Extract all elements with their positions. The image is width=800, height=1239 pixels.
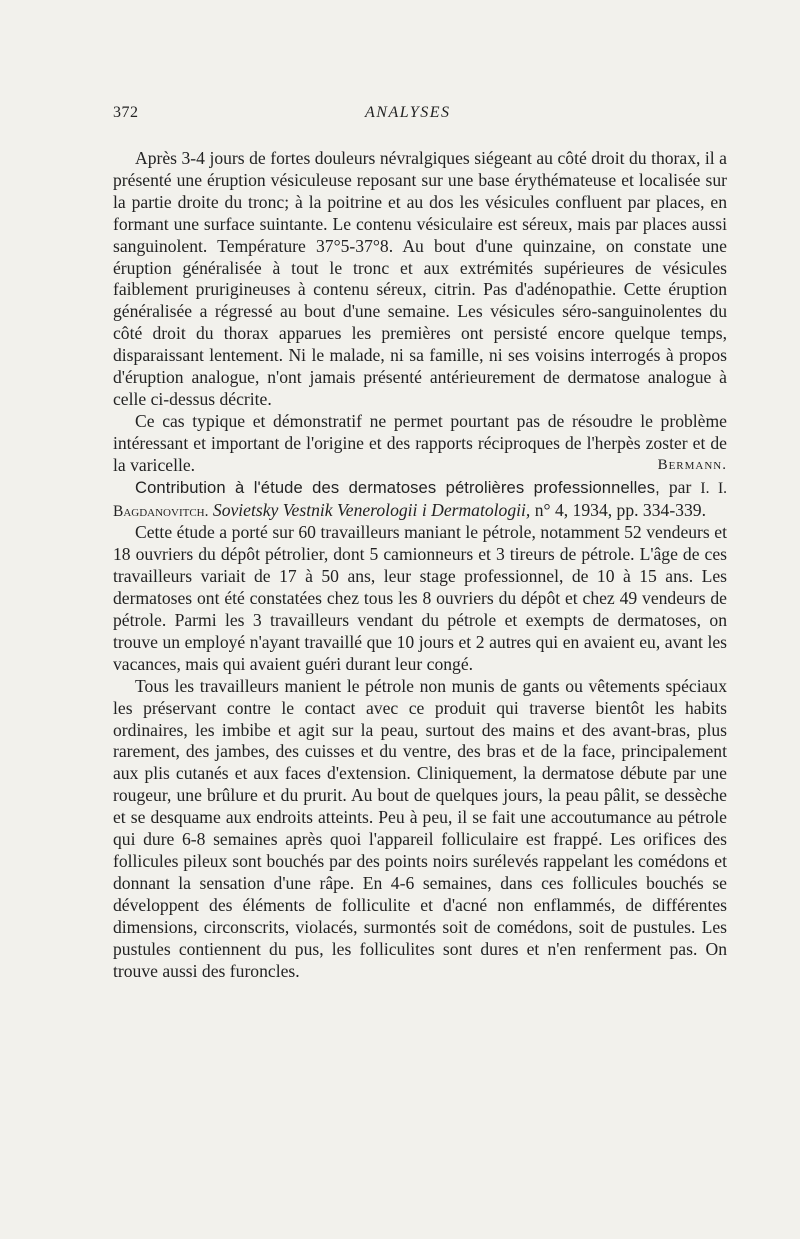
review-1-paragraph-2-text: Ce cas typique et démonstratif ne permet pourtant pas de résoudre le problème intéressant et important de l'origine et des rapports réciproques de l'herpès zoster et de la varicelle. — [113, 410, 727, 475]
article-by: par — [668, 476, 692, 497]
running-title: ANALYSES — [365, 104, 451, 121]
article-journal: Sovietsky Vestnik Venerologii i Dermatologii, — [212, 499, 531, 520]
review-1-paragraph-1: Après 3-4 jours de fortes douleurs névralgiques siégeant au côté droit du thorax, il a présenté une éruption vésiculeuse reposant sur une base érythémateuse et localisée sur la partie droite du tronc; à la poitrine et au dos les vésicules confluent par places, en formant une surface suintante. Le contenu vésiculaire est séreux, mais par places aussi sanguinolent. Température 37°5-37°8. Au bout d'une quinzaine, on constate une éruption généralisée à tout le tronc et aux extrémités supérieures de vésicules faiblement prurigineuses à contenu séreux, citrin. Pas d'adénopathie. Cette éruption généralisée a régressé au bout d'une semaine. Les vésicules séro-sanguinolentes du côté droit du thorax apparues les premières ont persisté encore quelque temps, disparaissant lentement. Ni le malade, ni sa famille, ni ses voisins interrogés à propos d'éruption analogue, n'ont jamais présenté antérieurement de dermatose analogue à celle ci-dessus décrite. — [113, 148, 727, 409]
article-title: Contribution à l'étude des dermatoses pétrolières professionnelles, — [135, 477, 660, 497]
page-body — [113, 148, 727, 982]
review-2-paragraph-1: Cette étude a porté sur 60 travailleurs maniant le pétrole, notamment 52 vendeurs et 18 ouvriers du dépôt pétrolier, dont 5 camionneurs et 3 tireurs de pétrole. L'âge de ces travailleurs variait de 17 à 50 ans, leur stage professionnel, de 10 à 15 ans. Les dermatoses ont été constatées chez tous les 8 ouvriers du dépôt et chez 49 vendeurs de pétrole. Parmi les 3 travailleurs vendant du pétrole et exempts de dermatoses, on trouve un employé n'ayant travaillé que 10 jours et 2 autres qui en avaient eu, avant les vacances, mais qui avaient guéri durant leur congé. — [113, 522, 727, 674]
reviewer-signature: Bermann. — [657, 456, 727, 473]
article-author: I. I. Bagdanovitch. — [113, 479, 728, 520]
page-number: 372 — [113, 104, 139, 121]
review-1-paragraph-2 — [113, 411, 727, 477]
article-heading — [113, 477, 727, 523]
review-2-paragraph-2: Tous les travailleurs manient le pétrole non munis de gants ou vêtements spéciaux les préservant contre le contact avec ce produit qui traverse bientôt les habits ordinaires, les imbibe et agit sur la peau, surtout des mains et des avant-bras, plus rarement, des jambes, des cuisses et du ventre, des bras et de la face, principalement aux plis cutanés et aux faces d'extension. Cliniquement, la dermatose débute par une rougeur, une brûlure et du prurit. Au bout de quelques jours, la peau pâlit, se dessèche et se desquame aux endroits atteints. Peu à peu, il se fait une accoutumance au pétrole qui dure 6-8 semaines après quoi l'appareil folliculaire est frappé. Les orifices des follicules pileux sont bouchés par des points noirs surélevés rappelant les comédons et donnant la sensation d'une râpe. En 4-6 semaines, dans ces follicules bouchés se développent des éléments de folliculite et d'acné non enflammés, de différentes dimensions, circonscrits, violacés, surmontés soit de comédons, soit de pustules. Les pustules contiennent du pus, les folliculites sont dures et n'en renferment pas. On trouve aussi des furoncles. — [113, 675, 727, 981]
article-issue-pages: n° 4, 1934, pp. 334-339. — [534, 499, 706, 520]
page-header — [113, 104, 727, 132]
